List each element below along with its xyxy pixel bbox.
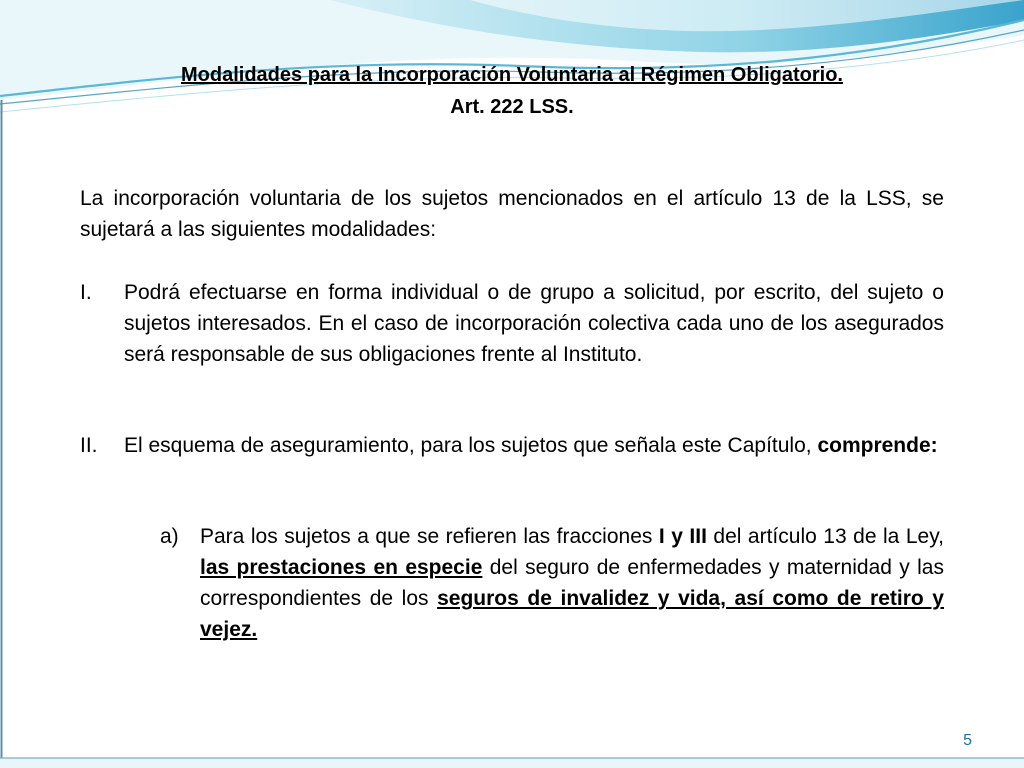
intro-paragraph: La incorporación voluntaria de los sujetos mencionados en el artículo 13 de la LSS, se sujetará a las siguientes modalidades: — [80, 187, 944, 241]
sub-bold-fractions: I y III — [658, 525, 707, 548]
sub-bold-underline-prestaciones: las prestaciones en especie — [200, 556, 483, 579]
sub-text-part2: del artículo 13 de la Ley, — [713, 525, 944, 548]
list-marker: II. — [80, 434, 98, 457]
list-item-text-part: El esquema de aseguramiento, para los sujetos que señala este Capítulo, — [124, 434, 812, 457]
list-item-bold: comprende: — [817, 434, 938, 457]
sub-text-part1: Para los sujetos a que se refieren las fracciones — [200, 525, 653, 548]
sub-bold-underline-seguros: seguros de invalidez y vida, así como de retiro y vejez. — [200, 587, 944, 641]
slide-subtitle: Art. 222 LSS. — [450, 96, 574, 118]
list-item-text — [124, 430, 944, 461]
slide-title: Modalidades para la Incorporación Voluntaria al Régimen Obligatorio. — [181, 64, 843, 86]
sub-item-a — [160, 521, 944, 651]
list-item-text: Podrá efectuarse en forma individual o de grupo a solicitud, por escrito, del sujeto o sujetos interesados. En el caso de incorporación colectiva cada uno de los asegurados será responsable de sus obligaciones frente al Instituto. — [124, 281, 944, 366]
page-number: 5 — [963, 732, 972, 749]
sub-marker: a) — [160, 525, 179, 548]
sub-text-part3: del seguro de enfermedades y maternidad y las correspondientes de los — [200, 556, 944, 610]
list-item-i — [80, 277, 944, 407]
list-marker: I. — [80, 281, 92, 304]
list-item-ii — [80, 430, 944, 500]
sub-item-text — [200, 521, 944, 645]
